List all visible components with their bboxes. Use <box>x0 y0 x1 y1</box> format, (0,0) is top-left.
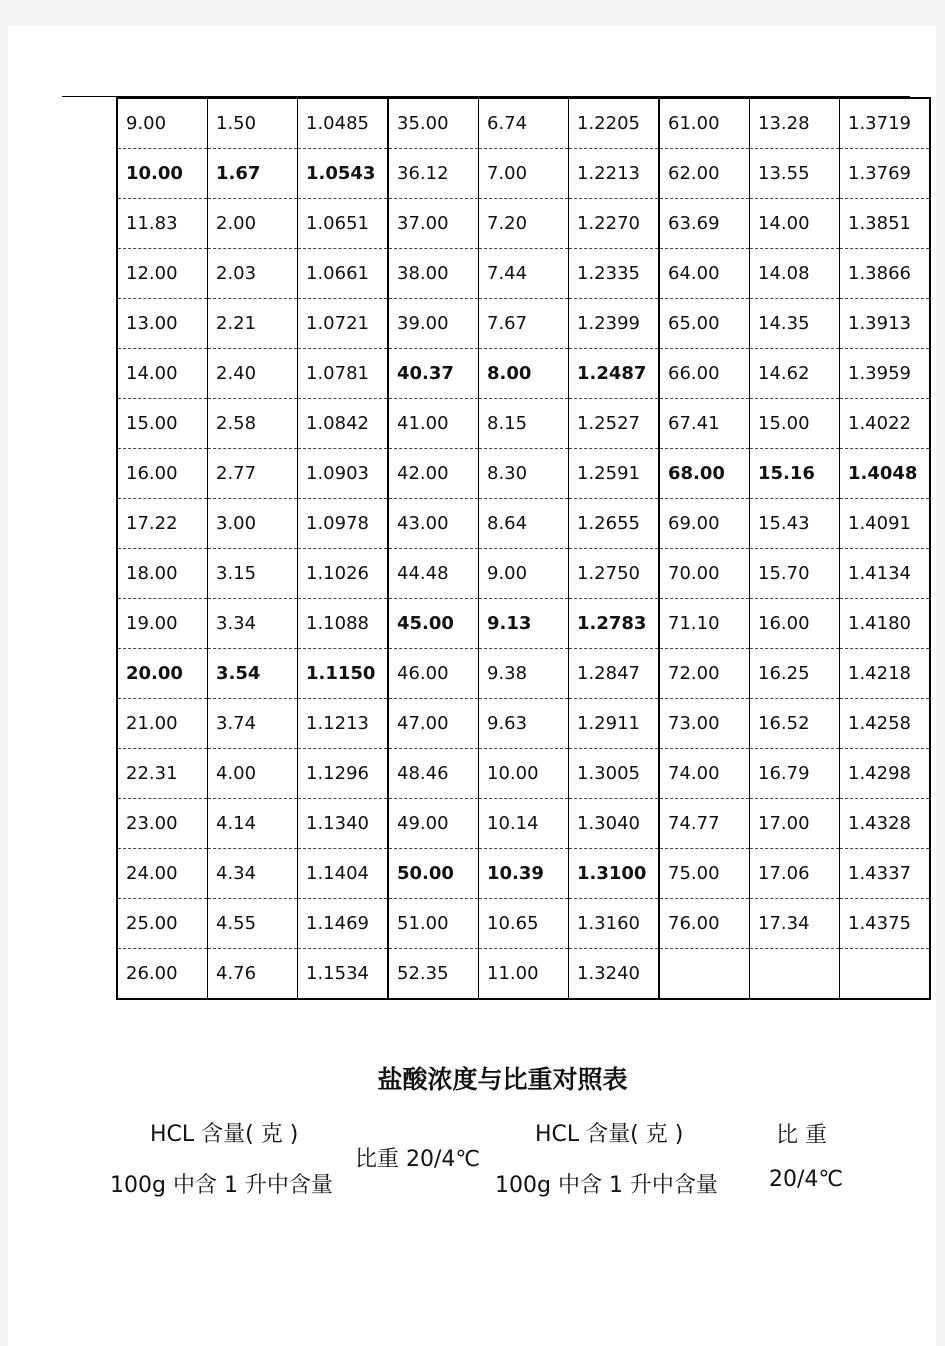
table-cell: 1.2213 <box>569 149 660 199</box>
table-cell: 1.3005 <box>569 749 660 799</box>
table-cell: 1.4328 <box>840 799 931 849</box>
table-cell: 16.25 <box>750 649 840 699</box>
table-row <box>117 699 930 749</box>
table-cell: 1.2591 <box>569 449 660 499</box>
table-cell: 67.41 <box>659 399 750 449</box>
table-cell: 17.06 <box>750 849 840 899</box>
table-cell: 10.00 <box>479 749 569 799</box>
table-cell: 4.34 <box>208 849 298 899</box>
table-cell: 3.15 <box>208 549 298 599</box>
table-cell: 35.00 <box>388 98 479 149</box>
table-row <box>117 249 930 299</box>
table-cell: 40.37 <box>388 349 479 399</box>
header-specific-gravity-mid: 比重 20/4℃ <box>355 1147 481 1172</box>
table-cell: 1.3851 <box>840 199 931 249</box>
header-hcl-content-right: HCL 含量( 克 ) <box>535 1122 684 1147</box>
table-cell <box>659 949 750 1000</box>
table-cell: 1.1213 <box>298 699 389 749</box>
table-row <box>117 799 930 849</box>
table-row <box>117 849 930 899</box>
header-specific-gravity-right: 比 重 <box>776 1123 827 1148</box>
table-cell: 38.00 <box>388 249 479 299</box>
table-cell: 9.00 <box>117 98 208 149</box>
table-cell: 71.10 <box>659 599 750 649</box>
table-cell: 6.74 <box>479 98 569 149</box>
table-cell: 19.00 <box>117 599 208 649</box>
table-cell: 3.54 <box>208 649 298 699</box>
table-cell: 1.1404 <box>298 849 389 899</box>
table-cell: 1.3240 <box>569 949 660 1000</box>
table-cell: 15.00 <box>117 399 208 449</box>
table-cell: 66.00 <box>659 349 750 399</box>
table-cell: 1.1534 <box>298 949 389 1000</box>
table-cell: 1.3719 <box>840 98 931 149</box>
table-cell: 2.00 <box>208 199 298 249</box>
header-subcolumns-left: 100g 中含 1 升中含量 <box>110 1173 333 1198</box>
table-cell: 17.00 <box>750 799 840 849</box>
table-cell: 68.00 <box>659 449 750 499</box>
table-row <box>117 899 930 949</box>
table-cell: 3.00 <box>208 499 298 549</box>
table-cell: 48.46 <box>388 749 479 799</box>
table-cell: 10.39 <box>479 849 569 899</box>
table-cell: 1.2487 <box>569 349 660 399</box>
table-cell: 1.0543 <box>298 149 389 199</box>
header-subcolumns-right: 100g 中含 1 升中含量 <box>495 1173 718 1198</box>
table-cell: 1.2847 <box>569 649 660 699</box>
table-cell: 64.00 <box>659 249 750 299</box>
table-cell: 1.0903 <box>298 449 389 499</box>
table-cell: 13.55 <box>750 149 840 199</box>
table-cell: 1.2911 <box>569 699 660 749</box>
table-cell: 1.1469 <box>298 899 389 949</box>
table-cell: 1.0978 <box>298 499 389 549</box>
table-cell: 1.2335 <box>569 249 660 299</box>
table-cell: 1.3160 <box>569 899 660 949</box>
table-cell: 50.00 <box>388 849 479 899</box>
table-cell: 16.00 <box>117 449 208 499</box>
table-cell: 21.00 <box>117 699 208 749</box>
table-cell: 8.00 <box>479 349 569 399</box>
table-cell: 63.69 <box>659 199 750 249</box>
table-cell: 11.83 <box>117 199 208 249</box>
table-row <box>117 199 930 249</box>
table-cell: 39.00 <box>388 299 479 349</box>
table-cell: 49.00 <box>388 799 479 849</box>
table-cell: 74.00 <box>659 749 750 799</box>
table-cell: 4.00 <box>208 749 298 799</box>
table-cell: 18.00 <box>117 549 208 599</box>
table-cell: 11.00 <box>479 949 569 1000</box>
table-cell: 9.63 <box>479 699 569 749</box>
table-row <box>117 599 930 649</box>
table-cell: 62.00 <box>659 149 750 199</box>
table-cell: 1.2655 <box>569 499 660 549</box>
table-cell: 13.28 <box>750 98 840 149</box>
table-cell: 76.00 <box>659 899 750 949</box>
table-cell: 1.3769 <box>840 149 931 199</box>
table-cell: 37.00 <box>388 199 479 249</box>
table-row <box>117 449 930 499</box>
table-cell: 26.00 <box>117 949 208 1000</box>
table-cell: 1.4091 <box>840 499 931 549</box>
table-cell: 7.44 <box>479 249 569 299</box>
table-cell: 4.76 <box>208 949 298 1000</box>
table-cell: 75.00 <box>659 849 750 899</box>
page-title: 盐酸浓度与比重对照表 <box>377 1065 628 1094</box>
table-cell: 47.00 <box>388 699 479 749</box>
table-cell: 14.00 <box>117 349 208 399</box>
table-cell: 1.67 <box>208 149 298 199</box>
table-cell: 16.00 <box>750 599 840 649</box>
table-cell: 15.70 <box>750 549 840 599</box>
table-cell: 23.00 <box>117 799 208 849</box>
table-cell: 2.40 <box>208 349 298 399</box>
table-cell: 45.00 <box>388 599 479 649</box>
table-row <box>117 98 930 149</box>
table-cell: 1.3040 <box>569 799 660 849</box>
table-cell: 74.77 <box>659 799 750 849</box>
table-cell: 16.79 <box>750 749 840 799</box>
table-cell: 36.12 <box>388 149 479 199</box>
table-cell: 15.43 <box>750 499 840 549</box>
table-cell: 72.00 <box>659 649 750 699</box>
table-cell: 1.0721 <box>298 299 389 349</box>
table-cell: 1.4258 <box>840 699 931 749</box>
table-cell: 8.30 <box>479 449 569 499</box>
table-cell: 1.3959 <box>840 349 931 399</box>
table-cell <box>750 949 840 1000</box>
table-cell: 7.20 <box>479 199 569 249</box>
table-cell: 52.35 <box>388 949 479 1000</box>
hcl-density-table <box>116 97 931 1000</box>
table-cell: 22.31 <box>117 749 208 799</box>
table-cell: 2.21 <box>208 299 298 349</box>
table-cell: 69.00 <box>659 499 750 549</box>
table-cell: 14.62 <box>750 349 840 399</box>
table-cell: 20.00 <box>117 649 208 699</box>
table-cell: 17.34 <box>750 899 840 949</box>
table-cell: 10.00 <box>117 149 208 199</box>
table-cell: 1.50 <box>208 98 298 149</box>
table-cell: 1.1088 <box>298 599 389 649</box>
table-cell: 1.0651 <box>298 199 389 249</box>
table-row <box>117 349 930 399</box>
table-cell: 3.74 <box>208 699 298 749</box>
table-cell: 12.00 <box>117 249 208 299</box>
table-cell: 9.38 <box>479 649 569 699</box>
table-cell: 1.1150 <box>298 649 389 699</box>
table-row <box>117 649 930 699</box>
table-cell: 3.34 <box>208 599 298 649</box>
table-cell: 1.3913 <box>840 299 931 349</box>
table-cell: 7.00 <box>479 149 569 199</box>
table-cell: 4.14 <box>208 799 298 849</box>
table-cell: 46.00 <box>388 649 479 699</box>
table-cell: 1.4048 <box>840 449 931 499</box>
table-cell: 25.00 <box>117 899 208 949</box>
table-cell: 65.00 <box>659 299 750 349</box>
table-body <box>117 98 930 999</box>
table-cell: 8.64 <box>479 499 569 549</box>
table-cell: 1.4218 <box>840 649 931 699</box>
table-cell: 1.4337 <box>840 849 931 899</box>
table-cell: 51.00 <box>388 899 479 949</box>
table-cell: 1.1296 <box>298 749 389 799</box>
table-cell: 14.35 <box>750 299 840 349</box>
table-cell: 41.00 <box>388 399 479 449</box>
table-cell: 1.0842 <box>298 399 389 449</box>
table-row <box>117 499 930 549</box>
table-cell: 8.15 <box>479 399 569 449</box>
table-cell: 42.00 <box>388 449 479 499</box>
table-cell: 1.3100 <box>569 849 660 899</box>
table-cell: 24.00 <box>117 849 208 899</box>
table-cell: 14.08 <box>750 249 840 299</box>
table-cell: 1.0781 <box>298 349 389 399</box>
table-cell: 15.16 <box>750 449 840 499</box>
table-row <box>117 399 930 449</box>
header-hcl-content-left: HCL 含量( 克 ) <box>150 1122 299 1147</box>
table-row <box>117 549 930 599</box>
table-cell: 1.2783 <box>569 599 660 649</box>
table-cell: 1.4022 <box>840 399 931 449</box>
table-cell: 7.67 <box>479 299 569 349</box>
table-cell: 1.2399 <box>569 299 660 349</box>
table-cell: 14.00 <box>750 199 840 249</box>
table-cell: 13.00 <box>117 299 208 349</box>
table-row <box>117 949 930 1000</box>
table-cell: 10.65 <box>479 899 569 949</box>
table-cell: 1.2750 <box>569 549 660 599</box>
table-cell: 43.00 <box>388 499 479 549</box>
table-cell: 9.00 <box>479 549 569 599</box>
header-temperature-right: 20/4℃ <box>769 1167 844 1192</box>
table-cell: 1.2270 <box>569 199 660 249</box>
table-cell: 44.48 <box>388 549 479 599</box>
table-cell: 2.58 <box>208 399 298 449</box>
table-row <box>117 149 930 199</box>
table-cell: 17.22 <box>117 499 208 549</box>
table-cell: 2.77 <box>208 449 298 499</box>
table-cell: 1.3866 <box>840 249 931 299</box>
table-cell: 73.00 <box>659 699 750 749</box>
table-cell: 61.00 <box>659 98 750 149</box>
table-cell <box>840 949 931 1000</box>
table-cell: 1.2527 <box>569 399 660 449</box>
table-cell: 16.52 <box>750 699 840 749</box>
table-cell: 1.4134 <box>840 549 931 599</box>
table-cell: 4.55 <box>208 899 298 949</box>
table-cell: 1.2205 <box>569 98 660 149</box>
table-cell: 10.14 <box>479 799 569 849</box>
table-cell: 1.4180 <box>840 599 931 649</box>
table-cell: 1.0661 <box>298 249 389 299</box>
table-cell: 1.4298 <box>840 749 931 799</box>
table-cell: 2.03 <box>208 249 298 299</box>
table-row <box>117 299 930 349</box>
table-cell: 70.00 <box>659 549 750 599</box>
table-cell: 9.13 <box>479 599 569 649</box>
table-cell: 1.1340 <box>298 799 389 849</box>
table-cell: 1.1026 <box>298 549 389 599</box>
table-cell: 1.0485 <box>298 98 389 149</box>
table-row <box>117 749 930 799</box>
table-cell: 1.4375 <box>840 899 931 949</box>
table-cell: 15.00 <box>750 399 840 449</box>
